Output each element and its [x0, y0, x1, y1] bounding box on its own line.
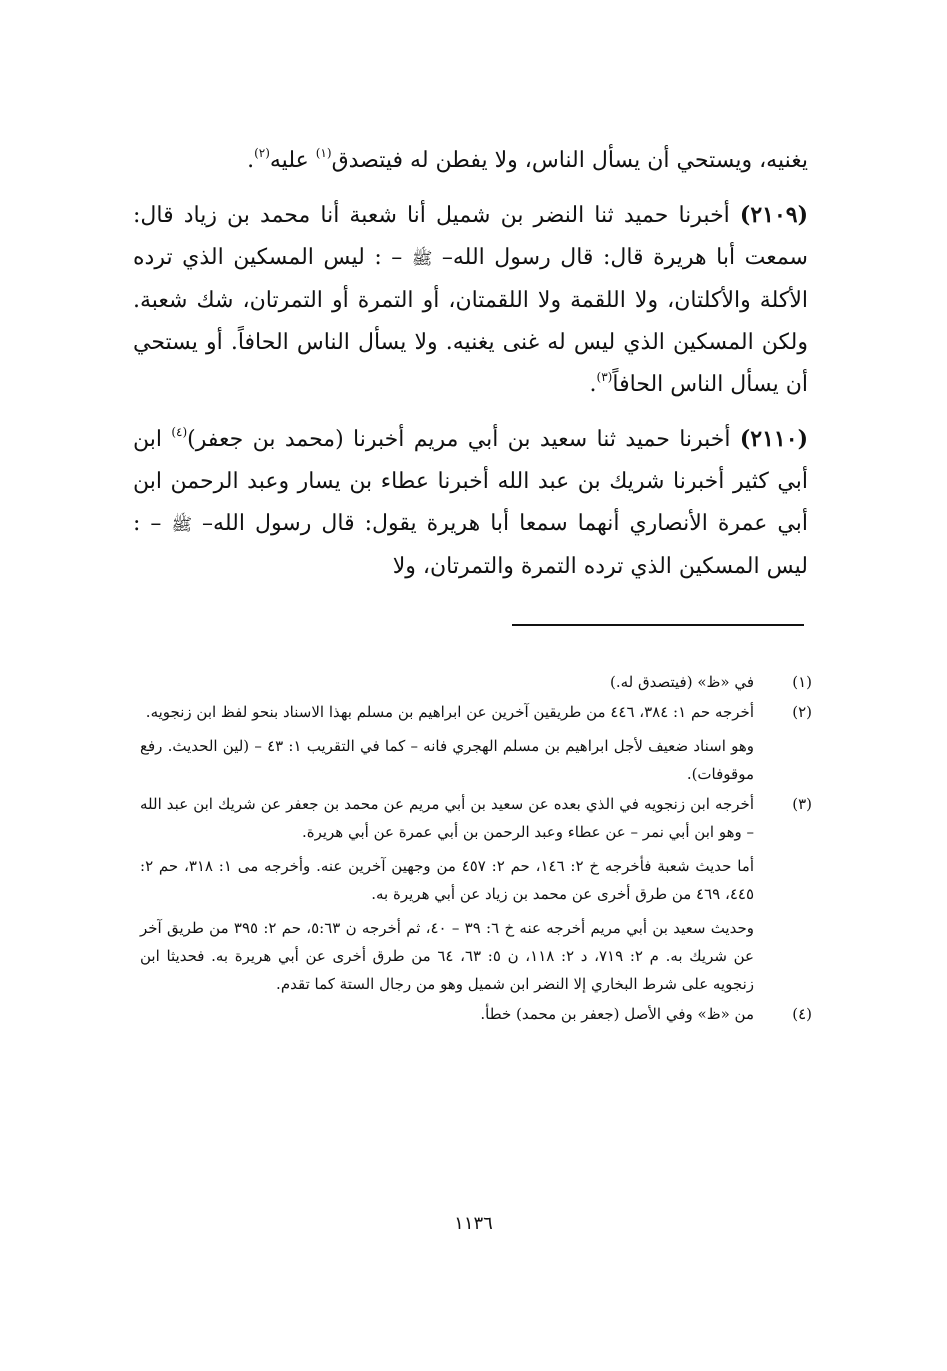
footnotes: [140, 668, 812, 1030]
footnote-body: [140, 1000, 754, 1028]
footnote-ref-1: (١): [315, 146, 332, 160]
hadith-text-cont: ابن أبي كثير أخبرنا شريك بن عبد الله أخبرنا عطاء بن يسار وعبد الرحمن ابن أبي عمرة الأنصاري أنهما سمعا أبا هريرة يقول: قال رسول الله–: [133, 427, 808, 536]
footnote-1: [140, 668, 812, 696]
hadith-text-cont: – : ليس المسكين الذي ترده الأكلة والأكلتان، ولا اللقمة ولا اللقمتان، أو التمرة أو التمرتان، شك شعبة. ولكن المسكين الذي ليس له غنى يغنيه. ولا يسأل الناس الحافاً. أو يستحي أن يسأل الناس الحافاً: [133, 245, 808, 397]
footnote-paragraph: في «ظ» (فيتصدق له.): [609, 673, 754, 691]
footnote-body: [140, 668, 754, 696]
paragraph-gap: [133, 182, 808, 194]
footnote-3: [140, 790, 812, 998]
footnote-paragraph: وهو اسناد ضعيف لأجل ابراهيم بن مسلم الهجري فانه – كما في التقريب ١: ٤٣ – (لين الحديث. رفع موقوفات).: [140, 737, 754, 783]
hadith-text: أخبرنا حميد ثنا سعيد بن أبي مريم أخبرنا (محمد بن جعفر): [187, 427, 740, 452]
footnote-2: [140, 698, 812, 788]
footnote-4: [140, 1000, 812, 1028]
paragraph-gap: [133, 406, 808, 418]
footnote-ref-3: (٣): [596, 370, 613, 384]
footnote-number: (٢): [792, 703, 812, 721]
footnote-paragraph: أخرجه ابن زنجويه في الذي بعده عن سعيد بن أبي مريم عن محمد بن جعفر عن شريك ابن عبد الله – وهو ابن أبي نمر – عن عطاء وعبد الرحمن بن أبي عمرة عن أبي هريرة.: [140, 795, 754, 841]
footnote-paragraph: وحديث سعيد بن أبي مريم أخرجه عنه خ ٦: ٣٩ – ٤٠، ثم أخرجه ن ٥:٦٣، حم ٢: ٣٩٥ من طريق آخر عن شريك به. م ٢: ٧١٩، د ٢: ١١٨، ن ٥: ٦٣، ٦٤ من طرق أخرى عن أبي هريرة به. فحديثا ابن زنجويه على شرط البخاري إلا النضر ابن شميل وهو من رجال الستة كما تقدم.: [140, 919, 754, 993]
intro-text: يغنيه، ويستحي أن يسأل الناس، ولا يفطن له فيتصدق: [331, 148, 808, 173]
footnote-ref-4: (٤): [171, 425, 188, 439]
honorific-glyph: ﷺ: [171, 515, 193, 535]
footnote-number: (٤): [792, 1005, 812, 1023]
hadith-2110: [133, 418, 808, 588]
footnote-number: (١): [792, 673, 812, 691]
footnote-ref-2: (٢): [254, 146, 270, 160]
footnote-number: (٣): [792, 795, 812, 813]
page-number: ١١٣٦: [454, 1213, 493, 1234]
main-text: [133, 140, 808, 588]
footnote-paragraph: من «ظ» وفي الأصل (جعفر بن محمد) خطأ.: [480, 1005, 754, 1023]
hadith-number: (٢١٠٩): [739, 202, 808, 228]
footnote-body: [140, 790, 754, 998]
honorific-glyph: ﷺ: [411, 249, 433, 269]
hadith-period: .: [589, 372, 597, 397]
hadith-text-end: – : ليس المسكين الذي ترده التمرة والتمرتان، ولا: [133, 511, 808, 579]
hadith-2109: [133, 194, 808, 406]
intro-paragraph: [133, 140, 808, 182]
hadith-number: (٢١١٠): [739, 426, 808, 452]
intro-period: .: [247, 148, 255, 173]
footnote-body: [140, 698, 754, 788]
footnote-paragraph: أخرجه حم ١: ٣٨٤، ٤٤٦ من طريقين آخرين عن ابراهيم بن مسلم بهذا الاسناد بنحو لفظ ابن زنجويه.: [145, 703, 754, 721]
footnote-paragraph: أما حديث شعبة فأخرجه خ ٢: ١٤٦، حم ٢: ٤٥٧ من وجهين آخرين عنه. وأخرجه مى ١: ٣١٨، حم ٢: ٤٤٥، ٤٦٩ من طرق أخرى عن محمد بن زياد عن أبي هريرة به.: [140, 857, 755, 903]
intro-text-cont: عليه: [269, 148, 316, 173]
hadith-text: أخبرنا حميد ثنا النضر بن شميل أنا شعبة أنا محمد بن زياد قال: سمعت أبا هريرة قال: قال رسول الله–: [133, 203, 808, 270]
footnote-separator: [512, 624, 804, 626]
